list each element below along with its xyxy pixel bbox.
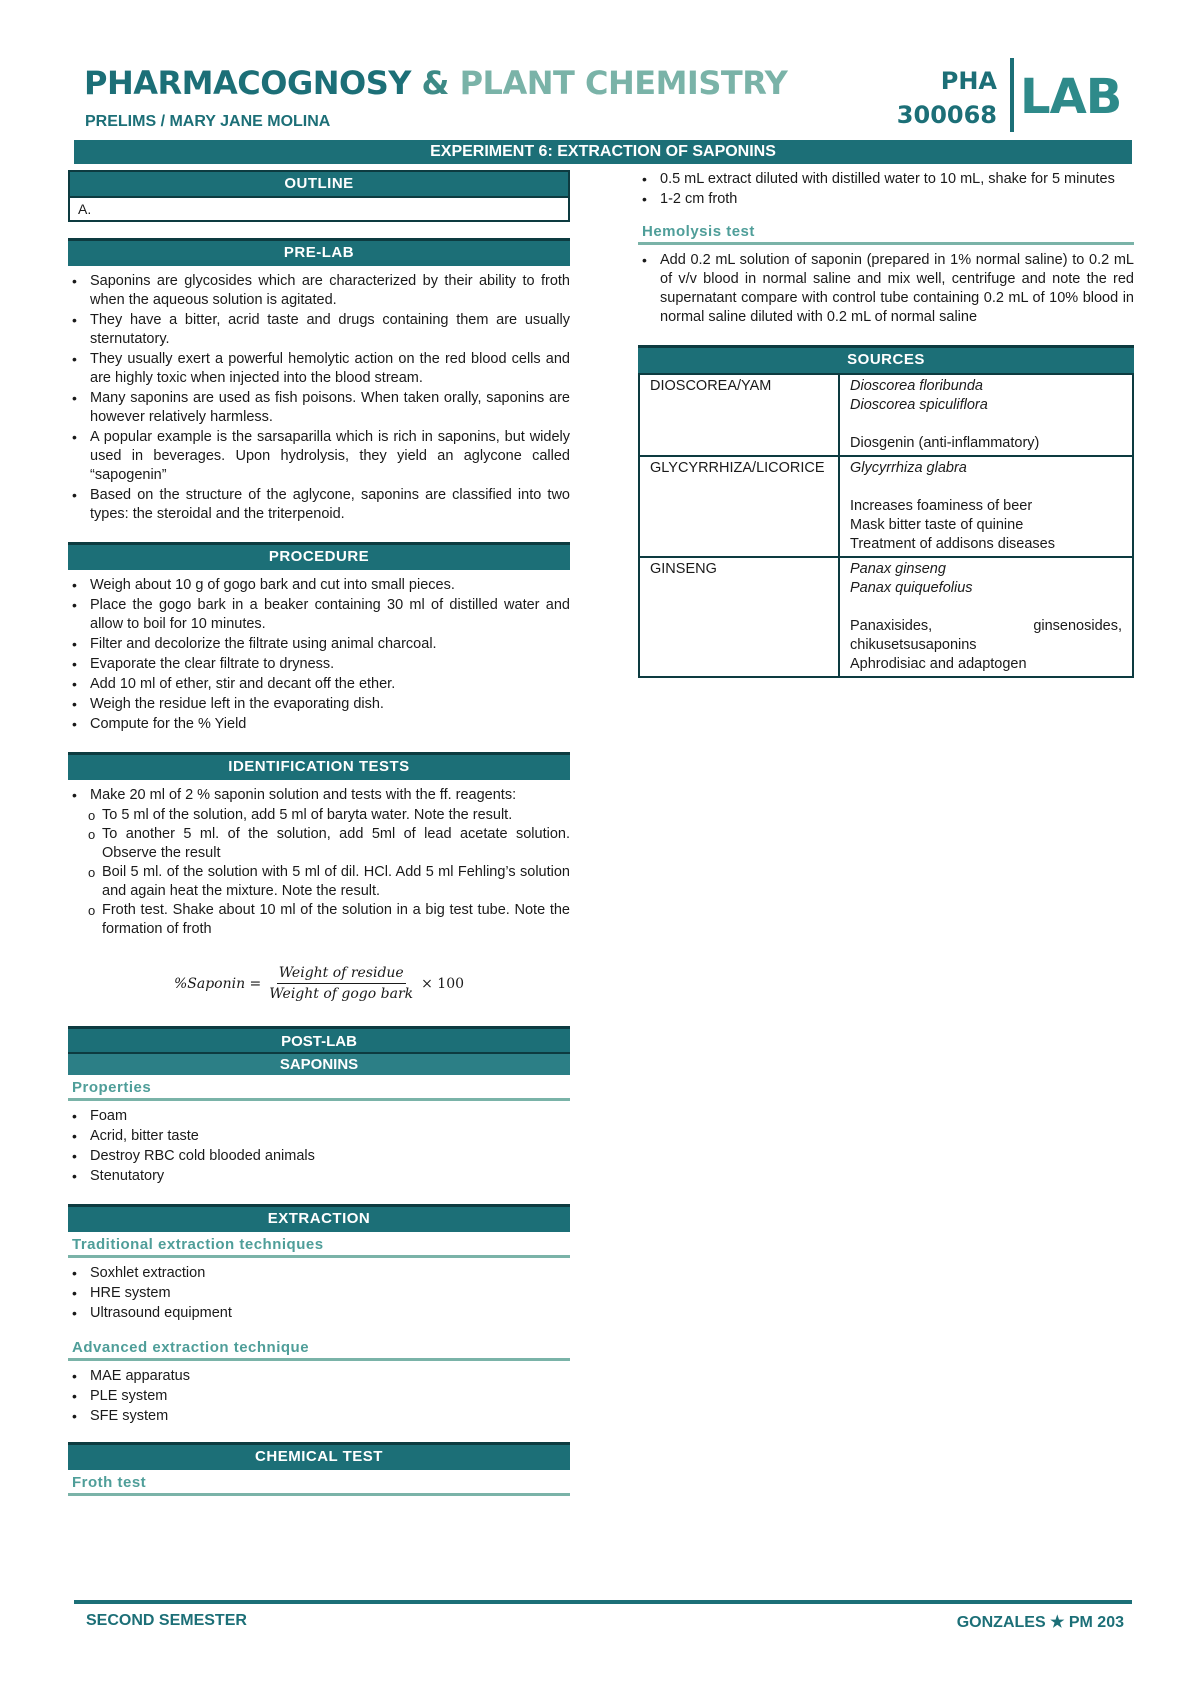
document-subtitle: PRELIMS / MARY JANE MOLINA <box>85 113 331 130</box>
source-details <box>839 557 1133 677</box>
outline-heading: OUTLINE <box>70 172 568 196</box>
list-item: • Saponins are glycosides which are characterized by their ability to froth when the aqueous solution is agitated. <box>90 272 570 310</box>
source-details <box>839 456 1133 557</box>
course-code-number: 300068 <box>896 101 997 129</box>
footer-author: GONZALES ★ PM 203 <box>956 1614 1124 1631</box>
froth-test-list <box>638 170 1134 209</box>
list-item: o To another 5 ml. of the solution, add 5ml of lead acetate solution. Observe the result <box>102 825 570 863</box>
source-use: Mask bitter taste of quinine <box>850 517 1024 533</box>
identification-list <box>68 786 570 805</box>
advanced-list <box>68 1367 570 1426</box>
title-part1: PHARMACOGNOSY <box>84 64 411 102</box>
postlab-section <box>68 1026 570 1186</box>
source-use: Increases foaminess of beer <box>850 498 1033 514</box>
list-item: • Filter and decolorize the filtrate using animal charcoal. <box>90 635 570 654</box>
list-item: • Foam <box>90 1107 570 1126</box>
species-name: Panax quiquefolius <box>850 580 973 596</box>
list-item: • Soxhlet extraction <box>90 1264 570 1283</box>
identification-section <box>68 752 570 1002</box>
table-row <box>639 456 1133 557</box>
procedure-section <box>68 542 570 734</box>
list-item: • 1-2 cm froth <box>660 190 1134 209</box>
formula-multiplier: × 100 <box>421 975 465 992</box>
list-item: • Place the gogo bark in a beaker containing 30 ml of distilled water and allow to boil for 10 minutes. <box>90 596 570 634</box>
header-divider <box>1010 58 1014 132</box>
traditional-heading: Traditional extraction techniques <box>68 1236 570 1258</box>
formula-numerator: Weight of residue <box>277 965 406 984</box>
source-use: Aphrodisiac and adaptogen <box>850 656 1027 672</box>
hemolysis-test-heading: Hemolysis test <box>638 223 1134 245</box>
source-use: Diosgenin (anti-inflammatory) <box>850 435 1040 451</box>
prelab-section <box>68 238 570 524</box>
title-ampersand: & <box>421 64 449 102</box>
footer-semester: SECOND SEMESTER <box>86 1612 247 1629</box>
formula-fraction <box>267 965 415 1002</box>
list-item: • PLE system <box>90 1387 570 1406</box>
yield-formula <box>68 965 570 1002</box>
source-details <box>839 374 1133 456</box>
postlab-subtitle: SAPONINS <box>68 1052 570 1075</box>
extraction-section <box>68 1204 570 1426</box>
procedure-list <box>68 576 570 734</box>
sources-table <box>638 373 1134 678</box>
left-column <box>68 170 570 1496</box>
source-use: chikusetsusaponins <box>850 637 977 653</box>
properties-list <box>68 1107 570 1186</box>
list-item: • HRE system <box>90 1284 570 1303</box>
list-item: • Many saponins are used as fish poisons. When taken orally, saponins are however relatively harmless. <box>90 389 570 427</box>
traditional-list <box>68 1264 570 1323</box>
advanced-heading: Advanced extraction technique <box>68 1339 570 1361</box>
lab-label: LAB <box>1020 69 1122 125</box>
list-item: • Add 10 ml of ether, stir and decant off the ether. <box>90 675 570 694</box>
procedure-heading: PROCEDURE <box>68 542 570 570</box>
list-item: • Add 0.2 mL solution of saponin (prepared in 1% normal saline) to 0.2 mL of v/v blood in normal saline and mix well, centrifuge and note the red supernatant compare with control tube containing 0.2 mL of 10% blood in normal saline diluted with 0.2 mL of normal saline <box>660 251 1134 327</box>
formula-denominator: Weight of gogo bark <box>269 986 414 1002</box>
list-item: • Stenutatory <box>90 1167 570 1186</box>
outline-box <box>68 170 570 222</box>
source-use: Panaxisides, <box>850 618 933 634</box>
list-item: • Ultrasound equipment <box>90 1304 570 1323</box>
list-item: • Based on the structure of the aglycone, saponins are classified into two types: the steroidal and the triterpenoid. <box>90 486 570 524</box>
extraction-heading: EXTRACTION <box>68 1204 570 1232</box>
source-name: GLYCYRRHIZA/LICORICE <box>639 456 839 557</box>
source-use: Treatment of addisons diseases <box>850 536 1055 552</box>
list-item: • 0.5 mL extract diluted with distilled water to 10 mL, shake for 5 minutes <box>660 170 1134 189</box>
formula-lhs: %Saponin = <box>173 975 262 992</box>
list-item: • Compute for the % Yield <box>90 715 570 734</box>
table-row <box>639 374 1133 456</box>
species-name: Dioscorea spiculiflora <box>850 397 988 413</box>
species-name: Dioscorea floribunda <box>850 378 983 394</box>
list-item: • Acrid, bitter taste <box>90 1127 570 1146</box>
list-item: • A popular example is the sarsaparilla which is rich in saponins, but widely used in beverages. Upon hydrolysis, they yield an aglycone called “sapogenin” <box>90 428 570 485</box>
list-item: o Froth test. Shake about 10 ml of the solution in a big test tube. Note the formation of froth <box>102 901 570 939</box>
table-row <box>639 557 1133 677</box>
list-item: • They have a bitter, acrid taste and drugs containing them are usually sternutatory. <box>90 311 570 349</box>
title-part2: PLANT CHEMISTRY <box>459 64 788 102</box>
list-item: • Destroy RBC cold blooded animals <box>90 1147 570 1166</box>
outline-item: A. <box>70 196 568 220</box>
postlab-heading <box>68 1026 570 1075</box>
source-use: ginsenosides, <box>1033 618 1122 634</box>
identification-heading: IDENTIFICATION TESTS <box>68 752 570 780</box>
source-use-line <box>850 617 1122 636</box>
properties-heading: Properties <box>68 1079 570 1101</box>
right-column <box>638 170 1134 678</box>
course-code-prefix: PHA <box>940 67 997 95</box>
list-item: • Evaporate the clear filtrate to dryness. <box>90 655 570 674</box>
footer-divider <box>74 1600 1132 1604</box>
froth-test-heading: Froth test <box>68 1474 570 1496</box>
sources-heading: SOURCES <box>638 345 1134 373</box>
experiment-title: EXPERIMENT 6: EXTRACTION OF SAPONINS <box>74 140 1132 164</box>
sources-section <box>638 345 1134 678</box>
species-name: Panax ginseng <box>850 561 946 577</box>
species-name: Glycyrrhiza glabra <box>850 460 967 476</box>
list-item: o Boil 5 ml. of the solution with 5 ml of dil. HCl. Add 5 ml Fehling’s solution and again heat the mixture. Note the result. <box>102 863 570 901</box>
source-name: GINSENG <box>639 557 839 677</box>
prelab-list <box>68 272 570 524</box>
list-item: o To 5 ml of the solution, add 5 ml of baryta water. Note the result. <box>102 806 570 825</box>
list-item <box>90 786 570 805</box>
chemical-test-section <box>68 1442 570 1496</box>
course-code <box>897 66 997 130</box>
list-item: • They usually exert a powerful hemolytic action on the red blood cells and are highly toxic when injected into the blood stream. <box>90 350 570 388</box>
list-item: • SFE system <box>90 1407 570 1426</box>
list-item: • Weigh about 10 g of gogo bark and cut into small pieces. <box>90 576 570 595</box>
source-name: DIOSCOREA/YAM <box>639 374 839 456</box>
list-item: • Weigh the residue left in the evaporating dish. <box>90 695 570 714</box>
prelab-heading: PRE-LAB <box>68 238 570 266</box>
postlab-title: POST-LAB <box>281 1033 357 1050</box>
list-item: • MAE apparatus <box>90 1367 570 1386</box>
identification-sublist <box>68 806 570 939</box>
identification-main: Make 20 ml of 2 % saponin solution and tests with the ff. reagents: <box>90 787 517 803</box>
hemolysis-test-list <box>638 251 1134 327</box>
chemical-test-heading: CHEMICAL TEST <box>68 1442 570 1470</box>
document-title <box>84 64 787 102</box>
